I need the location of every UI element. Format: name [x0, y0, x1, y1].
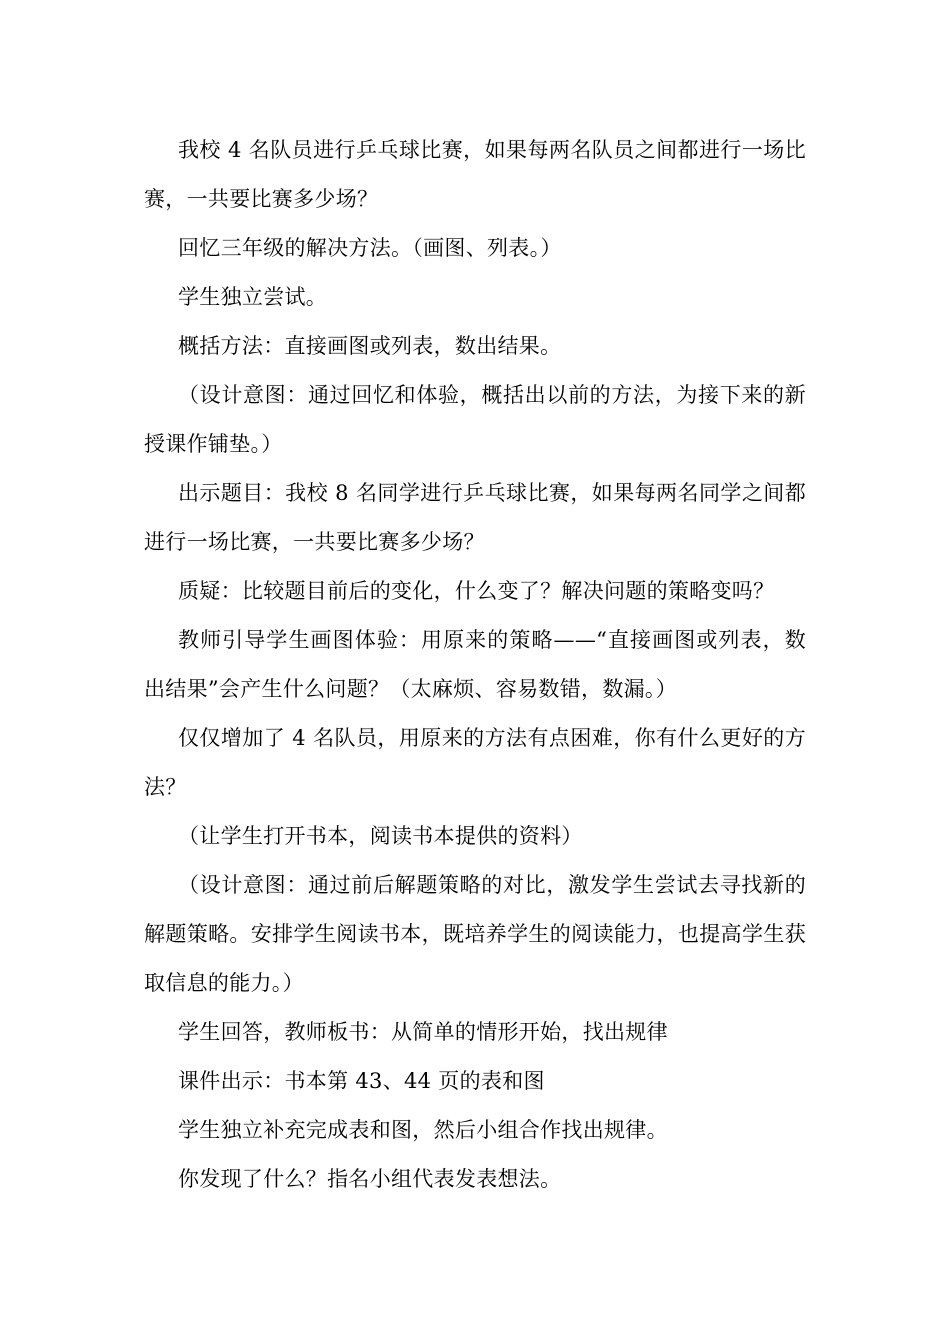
paragraph: 我校 4 名队员进行乒乓球比赛，如果每两名队员之间都进行一场比赛，一共要比赛多少场？	[144, 138, 806, 211]
paragraph: （设计意图：通过回忆和体验，概括出以前的方法，为接下来的新授课作铺垫。）	[144, 383, 806, 456]
paragraph: 仅仅增加了 4 名队员，用原来的方法有点困难，你有什么更好的方法？	[144, 726, 806, 799]
paragraph: 教师引导学生画图体验：用原来的策略——“直接画图或列表，数出结果”会产生什么问题？（太麻烦、容易数错，数漏。）	[144, 628, 806, 701]
paragraph: 出示题目：我校 8 名同学进行乒乓球比赛，如果每两名同学之间都进行一场比赛，一共要比赛多少场？	[144, 481, 806, 554]
paragraph: 学生回答，教师板书：从简单的情形开始，找出规律	[178, 1020, 668, 1044]
paragraph: 学生独立补充完成表和图，然后小组合作找出规律。	[178, 1118, 668, 1142]
paragraph: 概括方法：直接画图或列表，数出结果。	[178, 334, 562, 358]
paragraph: 学生独立尝试。	[178, 285, 328, 309]
paragraph: （设计意图：通过前后解题策略的对比，激发学生尝试去寻找新的解题策略。安排学生阅读书本，既培养学生的阅读能力，也提高学生获取信息的能力。）	[144, 873, 806, 995]
paragraph: 你发现了什么？指名小组代表发表想法。	[178, 1167, 562, 1191]
paragraph: （让学生打开书本，阅读书本提供的资料）	[178, 824, 583, 848]
document-page	[144, 126, 806, 1204]
paragraph: 质疑：比较题目前后的变化，什么变了？解决问题的策略变吗？	[178, 579, 775, 603]
paragraph: 课件出示：书本第 43、44 页的表和图	[178, 1069, 545, 1093]
paragraph: 回忆三年级的解决方法。（画图、列表。）	[178, 236, 562, 260]
